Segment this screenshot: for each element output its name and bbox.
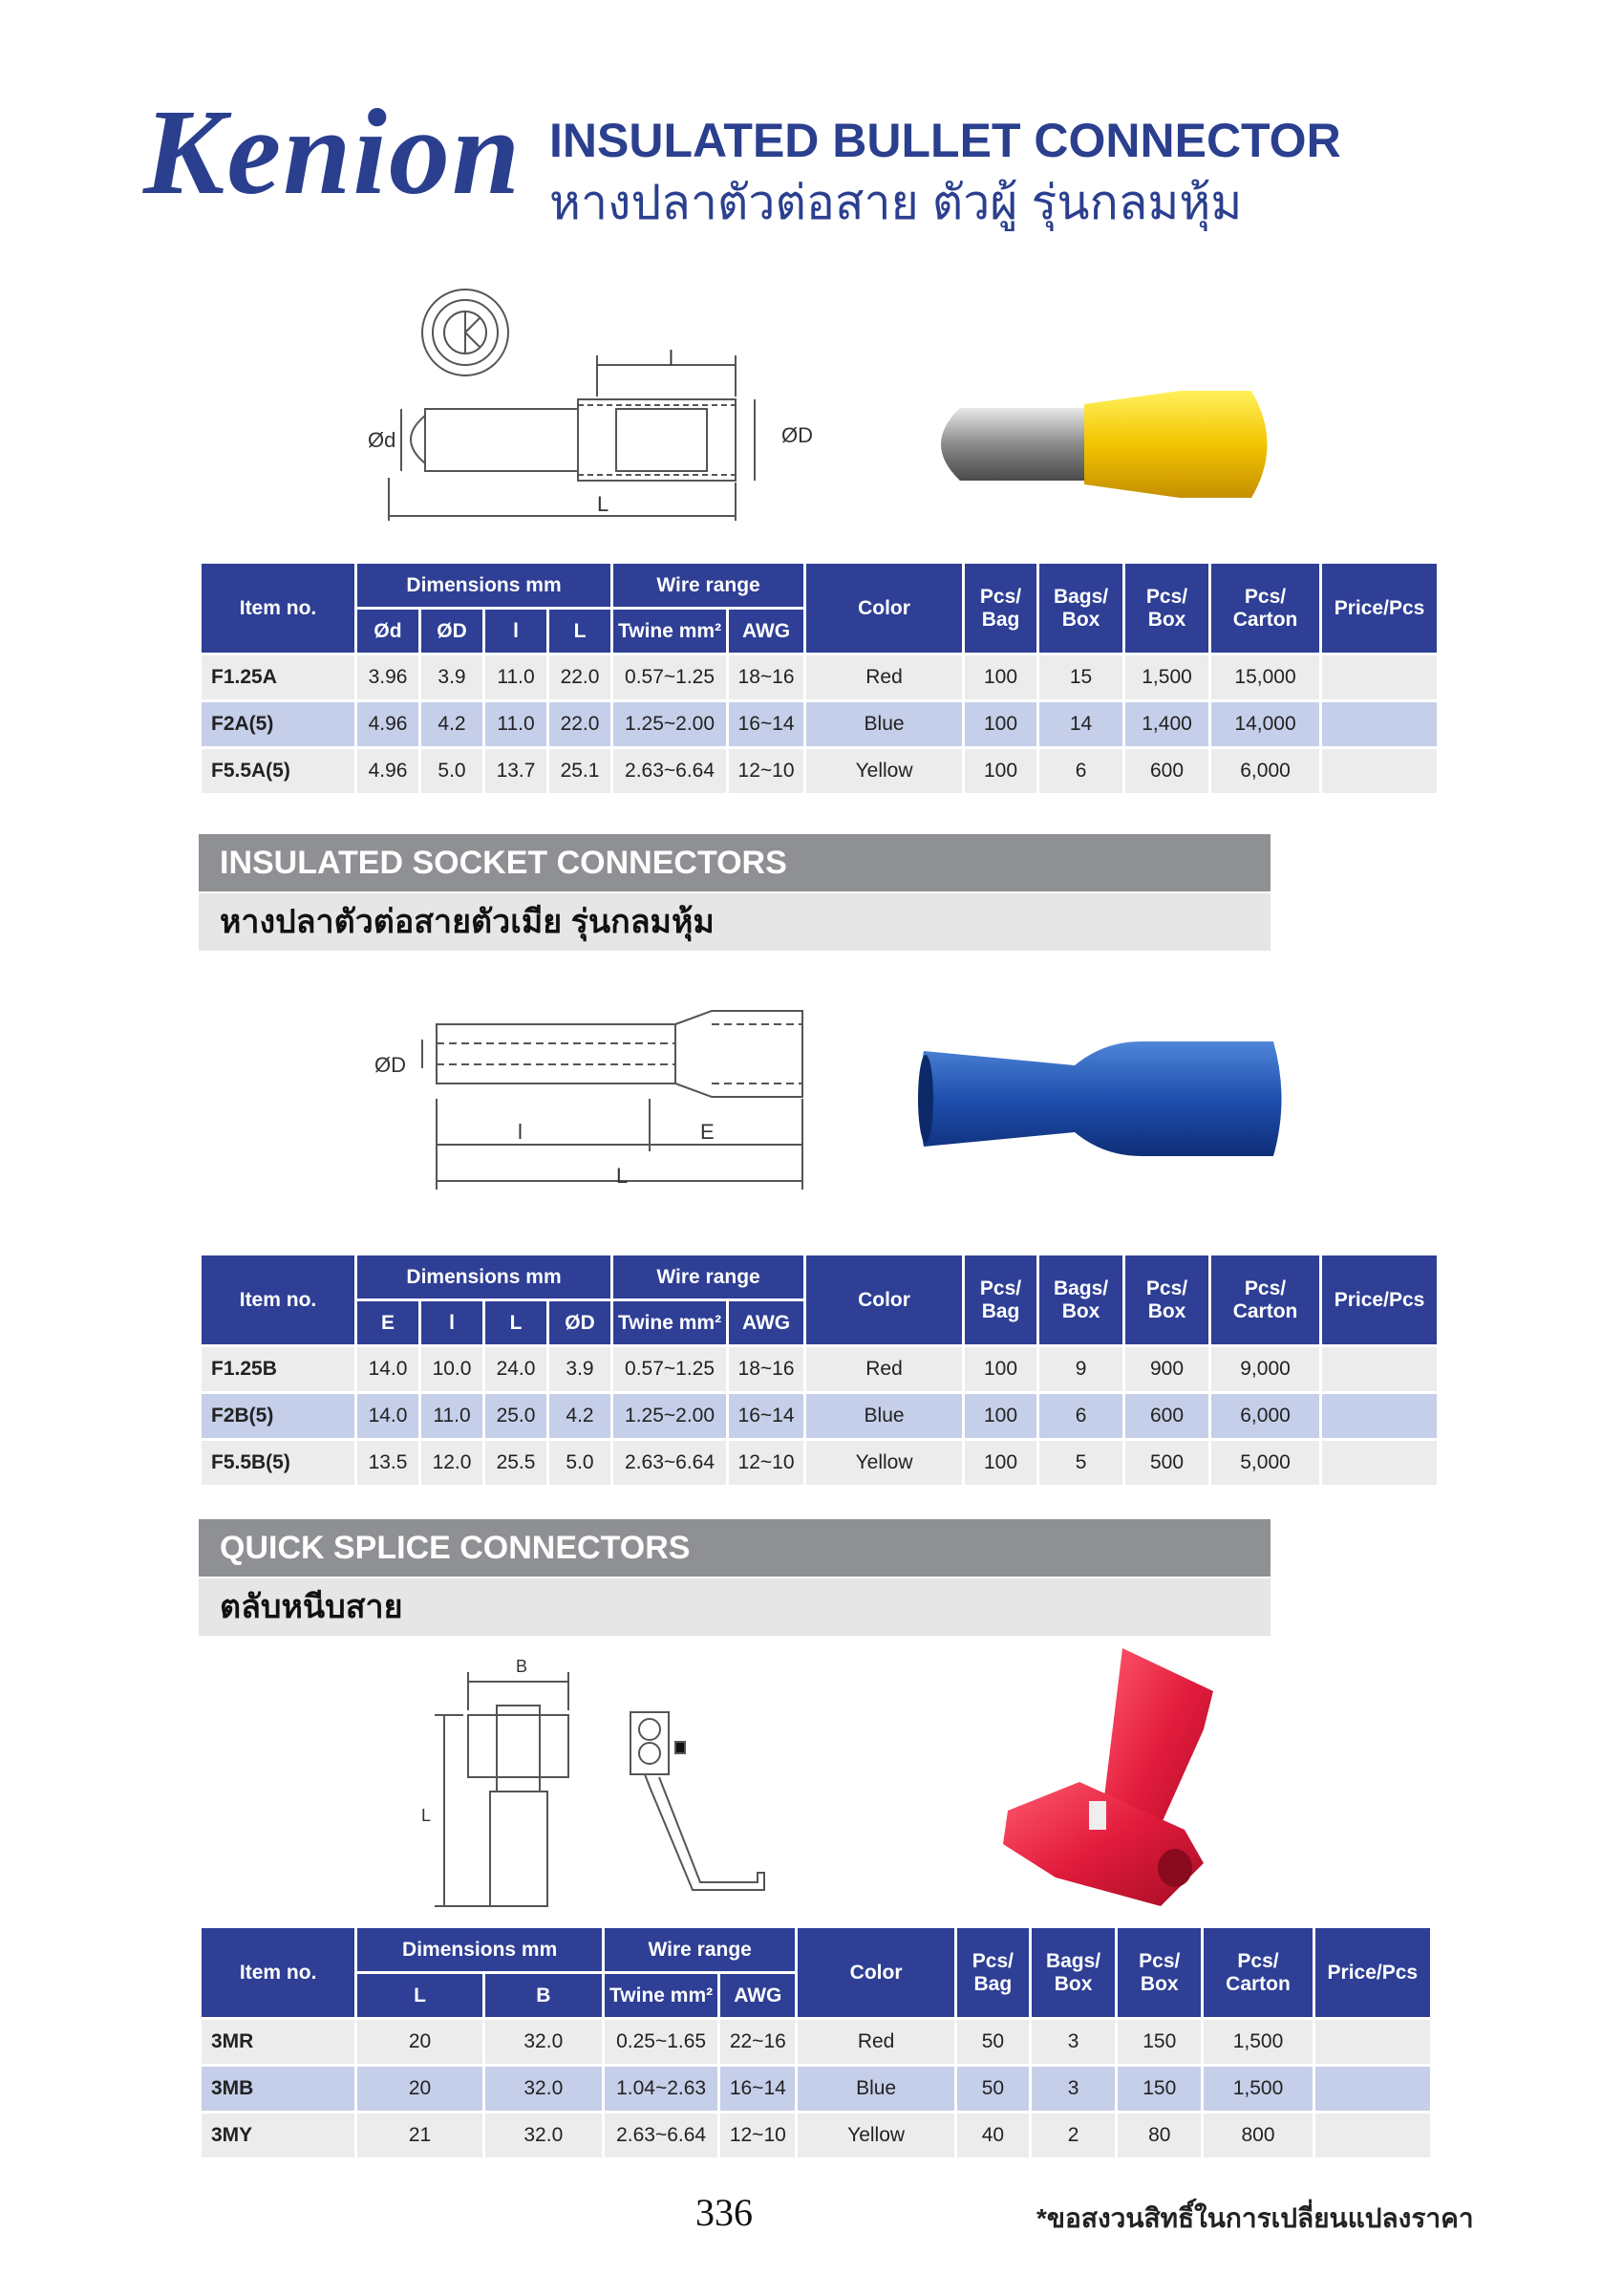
cell-color: Red — [798, 2020, 953, 2067]
cell-price — [1322, 1347, 1437, 1394]
cell-price — [1315, 2020, 1430, 2067]
cell-bags-box: 2 — [1032, 2114, 1115, 2160]
cell-pcs-bag: 100 — [965, 1394, 1036, 1441]
col-bags-box: Bags/ Box — [1032, 1928, 1115, 2020]
col-dim: L — [549, 610, 610, 655]
cell-price — [1322, 702, 1437, 749]
cell-item: F5.5B(5) — [202, 1441, 354, 1488]
cell-price — [1315, 2067, 1430, 2114]
cell-pcs-box: 1,400 — [1125, 702, 1208, 749]
diagram-label-l: l — [669, 346, 673, 370]
section-socket-subtitle: หางปลาตัวต่อสายตัวเมีย รุ่นกลมหุ้ม — [199, 893, 1271, 951]
socket-connector-table — [199, 1255, 1440, 1488]
diagram-label-L: L — [616, 1164, 629, 1188]
cell-bags-box: 15 — [1039, 655, 1122, 702]
cell-d1: 20 — [357, 2020, 481, 2067]
col-pcs-bag: Pcs/ Bag — [957, 1928, 1029, 2020]
cell-price — [1322, 655, 1437, 702]
table-row — [202, 2114, 1430, 2160]
section-socket-title: INSULATED SOCKET CONNECTORS — [199, 834, 1271, 891]
cell-pcs-carton: 1,500 — [1204, 2067, 1312, 2114]
diagram-label-B: B — [516, 1657, 528, 1676]
cell-pcs-bag: 50 — [957, 2020, 1029, 2067]
cell-pcs-carton: 800 — [1204, 2114, 1312, 2160]
quick-splice-photo — [989, 1639, 1242, 1925]
col-pcs-carton: Pcs/ Carton — [1211, 1255, 1319, 1347]
cell-item: F2A(5) — [202, 702, 354, 749]
cell-pcs-box: 500 — [1125, 1441, 1208, 1488]
col-item: Item no. — [202, 1928, 354, 2020]
cell-d1: 3.96 — [357, 655, 418, 702]
cell-d1: 21 — [357, 2114, 481, 2160]
table-row — [202, 1394, 1437, 1441]
cell-d1: 4.96 — [357, 702, 418, 749]
col-awg: AWG — [729, 1301, 803, 1347]
cell-pcs-carton: 6,000 — [1211, 749, 1319, 796]
col-dim: E — [357, 1301, 418, 1347]
cell-twine: 0.25~1.65 — [605, 2020, 717, 2067]
cell-price — [1322, 1394, 1437, 1441]
cell-d2: 10.0 — [421, 1347, 482, 1394]
cell-pcs-carton: 14,000 — [1211, 702, 1319, 749]
cell-color: Red — [806, 1347, 962, 1394]
col-dim: B — [485, 1974, 602, 2020]
table-row — [202, 1441, 1437, 1488]
col-awg: AWG — [720, 1974, 795, 2020]
cell-d4: 5.0 — [549, 1441, 610, 1488]
page-number: 336 — [695, 2191, 753, 2234]
bullet-connector-drawing — [358, 287, 817, 535]
cell-pcs-box: 80 — [1118, 2114, 1201, 2160]
cell-pcs-box: 900 — [1125, 1347, 1208, 1394]
diagram-label-L: L — [597, 492, 609, 516]
cell-d1: 14.0 — [357, 1347, 418, 1394]
col-dimensions: Dimensions mm — [357, 564, 610, 610]
cell-d2: 32.0 — [485, 2020, 602, 2067]
table-row — [202, 749, 1437, 796]
cell-bags-box: 14 — [1039, 702, 1122, 749]
cell-pcs-carton: 15,000 — [1211, 655, 1319, 702]
col-item: Item no. — [202, 1255, 354, 1347]
cell-awg: 16~14 — [729, 1394, 803, 1441]
table-row — [202, 702, 1437, 749]
diagram-label-L: L — [421, 1806, 432, 1825]
cell-d3: 25.0 — [485, 1394, 546, 1441]
table-row — [202, 2067, 1430, 2114]
col-bags-box: Bags/ Box — [1039, 564, 1122, 655]
col-item: Item no. — [202, 564, 354, 655]
cell-pcs-bag: 100 — [965, 1441, 1036, 1488]
cell-pcs-box: 600 — [1125, 1394, 1208, 1441]
cell-item: F2B(5) — [202, 1394, 354, 1441]
col-awg: AWG — [729, 610, 803, 655]
bullet-connector-photo — [922, 387, 1285, 502]
cell-d4: 22.0 — [549, 655, 610, 702]
cell-d1: 4.96 — [357, 749, 418, 796]
col-pcs-box: Pcs/ Box — [1118, 1928, 1201, 2020]
cell-awg: 12~10 — [729, 749, 803, 796]
cell-item: F5.5A(5) — [202, 749, 354, 796]
cell-d4: 4.2 — [549, 1394, 610, 1441]
cell-pcs-bag: 100 — [965, 655, 1036, 702]
cell-twine: 1.04~2.63 — [605, 2067, 717, 2114]
diagram-label-D: ØD — [781, 423, 813, 447]
quick-splice-drawing — [406, 1653, 779, 1920]
cell-twine: 1.25~2.00 — [613, 1394, 726, 1441]
cell-twine: 2.63~6.64 — [605, 2114, 717, 2160]
diagram-label-d: Ød — [368, 428, 396, 452]
cell-awg: 16~14 — [729, 702, 803, 749]
cell-awg: 18~16 — [729, 655, 803, 702]
cell-d2: 32.0 — [485, 2067, 602, 2114]
cell-d2: 4.2 — [421, 702, 482, 749]
cell-awg: 16~14 — [720, 2067, 795, 2114]
cell-d4: 3.9 — [549, 1347, 610, 1394]
cell-pcs-bag: 50 — [957, 2067, 1029, 2114]
cell-bags-box: 6 — [1039, 1394, 1122, 1441]
cell-pcs-box: 600 — [1125, 749, 1208, 796]
col-wire-range: Wire range — [613, 1255, 803, 1301]
cell-item: 3MY — [202, 2114, 354, 2160]
cell-d3: 24.0 — [485, 1347, 546, 1394]
cell-color: Yellow — [806, 749, 962, 796]
diagram-label-E: E — [700, 1120, 715, 1144]
col-pcs-bag: Pcs/ Bag — [965, 564, 1036, 655]
cell-pcs-bag: 40 — [957, 2114, 1029, 2160]
page-subtitle-thai: หางปลาตัวต่อสาย ตัวผู้ รุ่นกลมหุ้ม — [549, 176, 1243, 229]
col-price: Price/Pcs — [1322, 564, 1437, 655]
page-title: INSULATED BULLET CONNECTOR — [549, 114, 1341, 167]
cell-d1: 13.5 — [357, 1441, 418, 1488]
cell-item: 3MB — [202, 2067, 354, 2114]
cell-d3: 25.5 — [485, 1441, 546, 1488]
col-twine: Twine mm² — [605, 1974, 717, 2020]
col-dim: l — [485, 610, 546, 655]
col-dimensions: Dimensions mm — [357, 1928, 602, 1974]
col-dimensions: Dimensions mm — [357, 1255, 610, 1301]
cell-item: F1.25B — [202, 1347, 354, 1394]
cell-pcs-carton: 9,000 — [1211, 1347, 1319, 1394]
cell-awg: 12~10 — [729, 1441, 803, 1488]
table-row — [202, 655, 1437, 702]
cell-pcs-carton: 6,000 — [1211, 1394, 1319, 1441]
cell-bags-box: 9 — [1039, 1347, 1122, 1394]
cell-twine: 0.57~1.25 — [613, 655, 726, 702]
price-disclaimer: *ขอสงวนสิทธิ์ในการเปลี่ยนแปลงราคา — [1036, 2203, 1474, 2233]
col-dim: Ød — [357, 610, 418, 655]
cell-price — [1322, 749, 1437, 796]
cell-color: Blue — [806, 702, 962, 749]
col-color: Color — [806, 564, 962, 655]
cell-pcs-box: 150 — [1118, 2067, 1201, 2114]
cell-twine: 2.63~6.64 — [613, 1441, 726, 1488]
diagram-label-D: ØD — [374, 1053, 406, 1077]
bullet-connector-table — [199, 564, 1440, 796]
cell-color: Yellow — [798, 2114, 953, 2160]
cell-bags-box: 3 — [1032, 2020, 1115, 2067]
col-twine: Twine mm² — [613, 1301, 726, 1347]
cell-color: Blue — [806, 1394, 962, 1441]
col-pcs-carton: Pcs/ Carton — [1211, 564, 1319, 655]
cell-d2: 3.9 — [421, 655, 482, 702]
section-splice-subtitle: ตลับหนีบสาย — [199, 1578, 1271, 1636]
col-dim: L — [485, 1301, 546, 1347]
cell-item: F1.25A — [202, 655, 354, 702]
cell-d4: 25.1 — [549, 749, 610, 796]
cell-bags-box: 3 — [1032, 2067, 1115, 2114]
cell-d3: 13.7 — [485, 749, 546, 796]
cell-d4: 22.0 — [549, 702, 610, 749]
col-price: Price/Pcs — [1322, 1255, 1437, 1347]
brand-logo: Kenion — [143, 84, 523, 220]
col-dim: ØD — [421, 610, 482, 655]
cell-pcs-bag: 100 — [965, 1347, 1036, 1394]
col-bags-box: Bags/ Box — [1039, 1255, 1122, 1347]
cell-awg: 18~16 — [729, 1347, 803, 1394]
cell-pcs-box: 150 — [1118, 2020, 1201, 2067]
col-price: Price/Pcs — [1315, 1928, 1430, 2020]
col-dim: L — [357, 1974, 481, 2020]
cell-color: Blue — [798, 2067, 953, 2114]
cell-twine: 0.57~1.25 — [613, 1347, 726, 1394]
col-pcs-carton: Pcs/ Carton — [1204, 1928, 1312, 2020]
cell-color: Red — [806, 655, 962, 702]
cell-pcs-carton: 5,000 — [1211, 1441, 1319, 1488]
cell-pcs-bag: 100 — [965, 749, 1036, 796]
quick-splice-table — [199, 1928, 1433, 2160]
col-twine: Twine mm² — [613, 610, 726, 655]
cell-price — [1322, 1441, 1437, 1488]
cell-d2: 11.0 — [421, 1394, 482, 1441]
cell-d3: 11.0 — [485, 655, 546, 702]
table-row — [202, 2020, 1430, 2067]
socket-connector-drawing — [373, 1003, 822, 1194]
cell-bags-box: 6 — [1039, 749, 1122, 796]
cell-pcs-bag: 100 — [965, 702, 1036, 749]
diagram-label-l: l — [518, 1120, 523, 1144]
cell-d1: 14.0 — [357, 1394, 418, 1441]
col-pcs-box: Pcs/ Box — [1125, 1255, 1208, 1347]
cell-d3: 11.0 — [485, 702, 546, 749]
cell-pcs-carton: 1,500 — [1204, 2020, 1312, 2067]
col-dim: ØD — [549, 1301, 610, 1347]
cell-d2: 5.0 — [421, 749, 482, 796]
col-pcs-bag: Pcs/ Bag — [965, 1255, 1036, 1347]
cell-d1: 20 — [357, 2067, 481, 2114]
cell-pcs-box: 1,500 — [1125, 655, 1208, 702]
table-row — [202, 1347, 1437, 1394]
cell-color: Yellow — [806, 1441, 962, 1488]
cell-d2: 32.0 — [485, 2114, 602, 2160]
cell-twine: 2.63~6.64 — [613, 749, 726, 796]
col-color: Color — [798, 1928, 953, 2020]
col-wire-range: Wire range — [613, 564, 803, 610]
col-color: Color — [806, 1255, 962, 1347]
col-wire-range: Wire range — [605, 1928, 795, 1974]
cell-awg: 22~16 — [720, 2020, 795, 2067]
socket-connector-photo — [912, 1037, 1290, 1161]
col-pcs-box: Pcs/ Box — [1125, 564, 1208, 655]
cell-awg: 12~10 — [720, 2114, 795, 2160]
section-splice-title: QUICK SPLICE CONNECTORS — [199, 1519, 1271, 1577]
cell-twine: 1.25~2.00 — [613, 702, 726, 749]
col-dim: l — [421, 1301, 482, 1347]
cell-d2: 12.0 — [421, 1441, 482, 1488]
cell-price — [1315, 2114, 1430, 2160]
cell-bags-box: 5 — [1039, 1441, 1122, 1488]
cell-item: 3MR — [202, 2020, 354, 2067]
